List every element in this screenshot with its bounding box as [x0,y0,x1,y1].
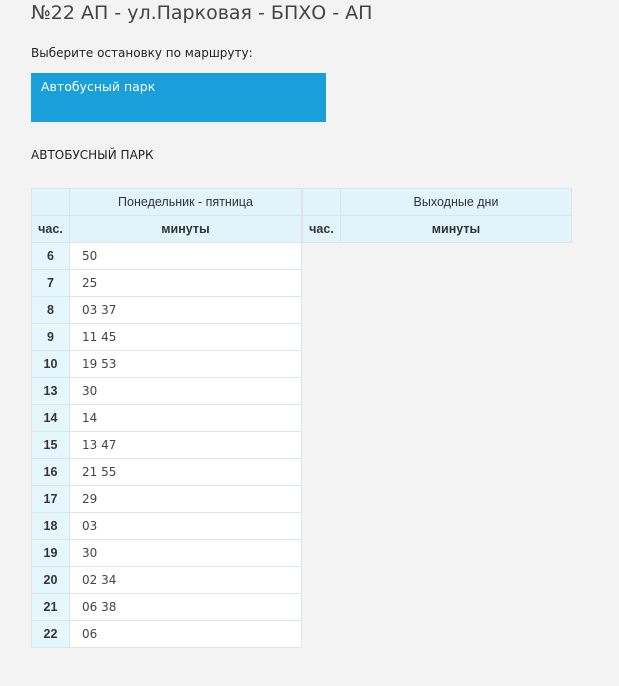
hour-header: час. [32,216,70,243]
stop-heading: АВТОБУСНЫЙ ПАРК [31,148,154,162]
hour-cell: 22 [32,621,70,648]
hour-cell: 9 [32,324,70,351]
table-row [32,270,302,297]
hour-cell: 14 [32,405,70,432]
header-empty [303,189,341,216]
hour-cell: 17 [32,486,70,513]
table-row [32,351,302,378]
hour-cell: 8 [32,297,70,324]
page-title: №22 АП - ул.Парковая - БПХО - АП [31,2,373,24]
minutes-cell: 30 [70,378,302,405]
minutes-cell: 11 45 [70,324,302,351]
hour-header: час. [303,216,341,243]
hour-cell: 20 [32,567,70,594]
minutes-cell: 14 [70,405,302,432]
table-row [32,459,302,486]
table-row [32,594,302,621]
minutes-header: минуты [70,216,302,243]
table-row [32,540,302,567]
hour-cell: 18 [32,513,70,540]
table-row [32,621,302,648]
minutes-cell: 03 37 [70,297,302,324]
minutes-cell: 03 [70,513,302,540]
minutes-cell: 02 34 [70,567,302,594]
weekend-schedule-table [302,188,572,243]
weekday-header: Понедельник - пятница [70,189,302,216]
hour-cell: 19 [32,540,70,567]
minutes-cell: 50 [70,243,302,270]
stop-select-label: Выберите остановку по маршруту: [31,46,253,60]
hour-cell: 7 [32,270,70,297]
table-row [32,432,302,459]
hour-cell: 6 [32,243,70,270]
minutes-cell: 06 [70,621,302,648]
minutes-cell: 19 53 [70,351,302,378]
stop-select[interactable]: Автобусный парк [31,73,326,122]
weekday-schedule-table [31,188,302,648]
minutes-cell: 25 [70,270,302,297]
table-row [32,486,302,513]
hour-cell: 10 [32,351,70,378]
table-row [32,324,302,351]
table-row [32,378,302,405]
hour-cell: 13 [32,378,70,405]
hour-cell: 16 [32,459,70,486]
header-empty [32,189,70,216]
table-row [32,405,302,432]
hour-cell: 15 [32,432,70,459]
weekend-header: Выходные дни [341,189,572,216]
minutes-cell: 21 55 [70,459,302,486]
table-row [32,297,302,324]
table-row [32,513,302,540]
minutes-cell: 06 38 [70,594,302,621]
minutes-cell: 30 [70,540,302,567]
minutes-header: минуты [341,216,572,243]
minutes-cell: 13 47 [70,432,302,459]
table-row [32,567,302,594]
table-row [32,243,302,270]
minutes-cell: 29 [70,486,302,513]
hour-cell: 21 [32,594,70,621]
